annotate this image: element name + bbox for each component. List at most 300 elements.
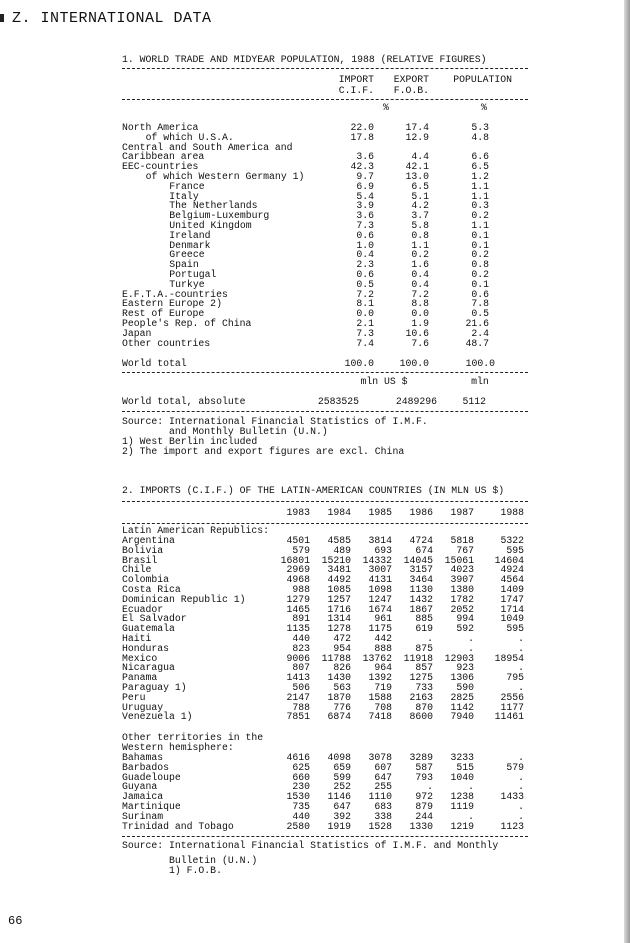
row-label: United Kingdom [169, 220, 252, 231]
cell-value: 14045 [403, 554, 433, 566]
cell-value: 6.5 [471, 161, 489, 173]
cell-value: 8.1 [356, 298, 374, 310]
cell-value: 1177 [500, 701, 524, 713]
cell-value: 48.7 [465, 337, 489, 349]
cell-value: 3289 [409, 752, 433, 763]
cell-value: 3907 [450, 574, 474, 586]
cell-value: 788 [292, 701, 310, 713]
cell-value: 4023 [450, 564, 474, 576]
cell-value: 0.8 [471, 259, 489, 271]
cell-value: 2147 [286, 691, 310, 703]
cell-value: 0.1 [471, 239, 489, 251]
cell-value: 0.0 [356, 308, 374, 320]
cell-value: 2.3 [356, 259, 374, 271]
row-label: Bolivia [122, 544, 164, 556]
cell-value: 579 [292, 544, 310, 556]
cell-value: 1588 [368, 691, 392, 703]
cell-value: 7851 [286, 711, 310, 723]
cell-value: 964 [374, 662, 392, 674]
cell-value: 8600 [409, 711, 433, 723]
cell-value: 4492 [327, 574, 351, 586]
cell-value: 440 [292, 633, 310, 644]
row-label: Argentina [122, 535, 175, 546]
cell-value: . [468, 810, 474, 822]
cell-value: 674 [415, 544, 433, 556]
cell-value: 3.6 [356, 210, 374, 222]
margin-mark [0, 14, 4, 22]
row-label: Rest of Europe [122, 308, 205, 320]
cell-value: 1530 [286, 791, 310, 803]
cell-value: 2825 [450, 691, 474, 703]
cell-value: 0.6 [471, 288, 489, 300]
row-label: Portugal [169, 269, 217, 280]
cell-value: 1238 [450, 791, 474, 803]
dashed-rule [122, 411, 528, 412]
row-label: Haiti [122, 633, 152, 644]
cell-value: 879 [415, 801, 433, 812]
cell-value: 13.0 [405, 171, 429, 182]
cell-value: 875 [415, 642, 433, 654]
unit-label: mln US $ [360, 376, 408, 387]
cell-value: 3078 [368, 752, 392, 763]
cell-value: 1.1 [471, 180, 489, 192]
row-label: Uruguay [122, 701, 164, 713]
row-label: France [169, 180, 205, 192]
cell-value: 0.1 [471, 229, 489, 241]
cell-value: 0.2 [471, 269, 489, 280]
cell-value: 5.8 [411, 220, 429, 231]
cell-value: 392 [333, 810, 351, 822]
footnote: 2) The import and export figures are excl. China [122, 446, 405, 457]
cell-value: 795 [506, 672, 524, 684]
cell-value: 0.6 [356, 229, 374, 241]
group-label: Other territories in the [122, 732, 264, 743]
cell-value: 472 [333, 633, 351, 644]
cell-value: 1714 [500, 603, 524, 615]
row-label: North America [122, 122, 199, 133]
cell-value: 1049 [500, 613, 524, 625]
cell-value: . [427, 633, 433, 644]
cell-value: 4131 [368, 574, 392, 586]
row-label: Trinidad and Tobago [122, 820, 234, 832]
row-label: Peru [122, 691, 146, 703]
cell-value: 0.4 [411, 269, 429, 280]
cell-value: 22.0 [350, 122, 374, 133]
row-label: Caribbean area [122, 151, 205, 163]
row-label: Spain [169, 259, 199, 271]
cell-value: 3.6 [356, 151, 374, 163]
cell-value: 1432 [409, 593, 433, 605]
row-label: of which U.S.A. [145, 131, 234, 143]
cell-value: 11788 [321, 652, 351, 664]
cell-value: 5322 [500, 535, 524, 546]
cell-value: 4924 [500, 564, 524, 576]
cell-value: 1146 [327, 791, 351, 803]
cell-value: 1130 [409, 584, 433, 595]
table-title: 2. IMPORTS (C.I.F.) OF THE LATIN-AMERICAN COUNTRIES (IN MLN US $) [122, 485, 505, 496]
cell-value: 994 [456, 613, 474, 625]
row-label: Denmark [169, 239, 211, 251]
page-edge-shadow [624, 0, 630, 943]
cell-value: 17.4 [405, 122, 429, 133]
cell-value: 0.2 [471, 210, 489, 222]
cell-value: 4098 [327, 752, 351, 763]
cell-value: 0.5 [356, 278, 374, 290]
cell-value: . [427, 781, 433, 793]
cell-value: 563 [333, 682, 351, 693]
cell-value: 230 [292, 781, 310, 793]
row-label: Barbados [122, 761, 170, 773]
cell-value: 3464 [409, 574, 433, 586]
cell-value: 683 [374, 801, 392, 812]
cell-value: 244 [415, 810, 433, 822]
cell-value: 3.9 [356, 200, 374, 212]
row-label: Belgium-Luxemburg [169, 210, 270, 222]
footnote: Bulletin (U.N.) [122, 855, 258, 866]
cell-value: 489 [333, 544, 351, 556]
row-label: Guatemala [122, 623, 175, 635]
cell-value: 1430 [327, 672, 351, 684]
row-label: Jamaica [122, 791, 164, 803]
cell-value: 2583525 [317, 396, 359, 407]
row-label: Greece [169, 249, 205, 261]
cell-value: 4585 [327, 535, 351, 546]
row-label: World total [122, 358, 187, 369]
cell-value: 1110 [368, 791, 392, 803]
cell-value: 42.3 [350, 161, 374, 173]
group-label: Latin American Republics: [122, 525, 269, 536]
unit-label: % [383, 102, 389, 113]
cell-value: 1.1 [471, 190, 489, 202]
cell-value: 1413 [286, 672, 310, 684]
cell-value: 100.0 [344, 358, 374, 369]
cell-value: 599 [333, 771, 351, 783]
row-label: Colombia [122, 574, 170, 586]
cell-value: 5818 [450, 535, 474, 546]
row-label: Guadeloupe [122, 771, 181, 783]
cell-value: 3233 [450, 752, 474, 763]
cell-value: . [518, 633, 524, 644]
cell-value: 4.2 [411, 200, 429, 212]
cell-value: 1433 [500, 791, 524, 803]
cell-value: 1.0 [356, 239, 374, 251]
cell-value: 1.1 [471, 220, 489, 231]
table-title: 1. WORLD TRADE AND MIDYEAR POPULATION, 1988 (RELATIVE FIGURES) [122, 54, 487, 65]
cell-value: . [518, 682, 524, 693]
row-label: Costa Rica [122, 584, 181, 595]
unit-label: % [481, 102, 487, 113]
cell-value: 2.4 [471, 327, 489, 339]
cell-value: 5112 [462, 396, 486, 407]
cell-value: 5.4 [356, 190, 374, 202]
cell-value: 10.6 [405, 327, 429, 339]
cell-value: 1247 [368, 593, 392, 605]
cell-value: 972 [415, 791, 433, 803]
column-header-sub: F.O.B. [393, 85, 429, 96]
cell-value: 807 [292, 662, 310, 674]
cell-value: 1135 [286, 623, 310, 635]
cell-value: 1867 [409, 603, 433, 615]
cell-value: 823 [292, 642, 310, 654]
cell-value: 0.1 [471, 278, 489, 290]
cell-value: 3157 [409, 564, 433, 576]
cell-value: 4.8 [471, 131, 489, 143]
cell-value: 590 [456, 682, 474, 693]
cell-value: 857 [415, 662, 433, 674]
cell-value: 21.6 [465, 318, 489, 329]
cell-value: 1175 [368, 623, 392, 635]
cell-value: 1674 [368, 603, 392, 615]
row-label: E.F.T.A.-countries [122, 288, 228, 300]
cell-value: 1279 [286, 593, 310, 605]
cell-value: 776 [333, 701, 351, 713]
cell-value: 1330 [409, 820, 433, 832]
row-label: EEC-countries [122, 161, 199, 173]
cell-value: 12.9 [405, 131, 429, 143]
cell-value: 1040 [450, 771, 474, 783]
row-label: Chile [122, 564, 152, 576]
year-header: 1984 [327, 507, 351, 518]
cell-value: 1409 [500, 584, 524, 595]
cell-value: 338 [374, 810, 392, 822]
cell-value: 660 [292, 771, 310, 783]
cell-value: 1919 [327, 820, 351, 832]
cell-value: 7.4 [356, 337, 374, 349]
year-header: 1983 [286, 507, 310, 518]
cell-value: 1716 [327, 603, 351, 615]
dashed-rule [122, 68, 528, 69]
cell-value: 7.8 [471, 298, 489, 310]
cell-value: 1.2 [471, 171, 489, 182]
cell-value: 4501 [286, 535, 310, 546]
cell-value: 0.3 [471, 200, 489, 212]
cell-value: 595 [506, 544, 524, 556]
cell-value: 1870 [327, 691, 351, 703]
row-label: Brasil [122, 554, 158, 566]
cell-value: 693 [374, 544, 392, 556]
cell-value: 1123 [500, 820, 524, 832]
cell-value: 252 [333, 781, 351, 793]
cell-value: 3007 [368, 564, 392, 576]
cell-value: 13762 [362, 652, 392, 664]
cell-value: 1314 [327, 613, 351, 625]
column-header: EXPORT [393, 74, 429, 85]
cell-value: 9006 [286, 652, 310, 664]
cell-value: 954 [333, 642, 351, 654]
cell-value: 2052 [450, 603, 474, 615]
footnote: 1) West Berlin included [122, 436, 258, 447]
cell-value: 2.1 [356, 318, 374, 329]
row-label: Martinique [122, 801, 181, 812]
footnote: 1) F.O.B. [122, 865, 222, 876]
row-label: Panama [122, 672, 158, 684]
cell-value: 15210 [321, 554, 351, 566]
cell-value: 6874 [327, 711, 351, 723]
cell-value: 826 [333, 662, 351, 674]
cell-value: 587 [415, 761, 433, 773]
cell-value: 1142 [450, 701, 474, 713]
cell-value: 0.5 [471, 308, 489, 320]
cell-value: 7.3 [356, 220, 374, 231]
row-label: Paraguay 1) [122, 682, 187, 693]
cell-value: 708 [374, 701, 392, 713]
cell-value: 7.6 [411, 337, 429, 349]
cell-value: 100.0 [465, 358, 495, 369]
year-header: 1986 [409, 507, 433, 518]
cell-value: 1098 [368, 584, 392, 595]
row-label: Ecuador [122, 603, 164, 615]
cell-value: 2969 [286, 564, 310, 576]
row-label: of which Western Germany 1) [145, 171, 305, 182]
cell-value: 1465 [286, 603, 310, 615]
cell-value: 891 [292, 613, 310, 625]
cell-value: 1.1 [411, 239, 429, 251]
cell-value: 1380 [450, 584, 474, 595]
dashed-rule [122, 99, 528, 100]
dashed-rule [122, 501, 528, 502]
row-label: Eastern Europe 2) [122, 298, 222, 310]
cell-value: 42.1 [405, 161, 429, 173]
cell-value: 767 [456, 544, 474, 556]
cell-value: 1747 [500, 593, 524, 605]
cell-value: 1219 [450, 820, 474, 832]
cell-value: 1.6 [411, 259, 429, 271]
cell-value: 18954 [494, 652, 524, 664]
cell-value: 1392 [368, 672, 392, 684]
cell-value: 2163 [409, 691, 433, 703]
cell-value: 735 [292, 801, 310, 812]
cell-value: 7940 [450, 711, 474, 723]
cell-value: 6.6 [471, 151, 489, 163]
cell-value: 8.8 [411, 298, 429, 310]
row-label: Nicaragua [122, 662, 175, 674]
cell-value: 4968 [286, 574, 310, 586]
cell-value: 923 [456, 662, 474, 674]
row-label: Other countries [122, 337, 211, 349]
cell-value: 506 [292, 682, 310, 693]
cell-value: 0.2 [471, 249, 489, 261]
cell-value: 885 [415, 613, 433, 625]
dashed-rule [122, 372, 528, 373]
cell-value: 719 [374, 682, 392, 693]
cell-value: 7.3 [356, 327, 374, 339]
page-number: 66 [8, 914, 23, 928]
cell-value: 16801 [280, 554, 310, 566]
cell-value: 14332 [362, 554, 392, 566]
row-label: Dominican Republic 1) [122, 593, 246, 605]
cell-value: 7418 [368, 711, 392, 723]
cell-value: 1257 [327, 593, 351, 605]
cell-value: 1275 [409, 672, 433, 684]
cell-value: 0.0 [411, 308, 429, 320]
row-label: Central and South America and [122, 141, 293, 153]
cell-value: . [468, 633, 474, 644]
cell-value: . [518, 662, 524, 674]
row-label: Ireland [169, 229, 211, 241]
cell-value: 3481 [327, 564, 351, 576]
cell-value: 1085 [327, 584, 351, 595]
cell-value: 1306 [450, 672, 474, 684]
cell-value: 6.9 [356, 180, 374, 192]
cell-value: 440 [292, 810, 310, 822]
cell-value: 647 [374, 771, 392, 783]
group-label: Western hemisphere: [122, 741, 234, 753]
row-label: Japan [122, 327, 152, 339]
cell-value: 0.4 [411, 278, 429, 290]
cell-value: 255 [374, 781, 392, 793]
cell-value: . [518, 801, 524, 812]
row-label: Italy [169, 190, 199, 202]
cell-value: . [518, 781, 524, 793]
cell-value: 595 [506, 623, 524, 635]
cell-value: 1119 [450, 801, 474, 812]
cell-value: 1528 [368, 820, 392, 832]
unit-label: mln [471, 376, 489, 387]
row-label: World total, absolute [122, 396, 246, 407]
cell-value: 592 [456, 623, 474, 635]
cell-value: 5.3 [471, 122, 489, 133]
cell-value: 12903 [444, 652, 474, 664]
cell-value: 5.1 [411, 190, 429, 202]
row-label: Venezuela 1) [122, 711, 193, 723]
row-label: People's Rep. of China [122, 318, 252, 329]
cell-value: . [518, 810, 524, 822]
cell-value: 0.6 [356, 269, 374, 280]
cell-value: 0.2 [411, 249, 429, 261]
cell-value: 888 [374, 642, 392, 654]
row-label: Guyana [122, 781, 158, 793]
footnote: Source: International Financial Statistics of I.M.F. [122, 416, 428, 427]
cell-value: 619 [415, 623, 433, 635]
cell-value: 4724 [409, 535, 433, 546]
cell-value: 647 [333, 801, 351, 812]
cell-value: 2580 [286, 820, 310, 832]
row-label: Surinam [122, 810, 164, 822]
cell-value: 2489296 [395, 396, 437, 407]
year-header: 1987 [450, 507, 474, 518]
row-label: El Salvador [122, 613, 187, 625]
cell-value: 870 [415, 701, 433, 713]
cell-value: 515 [456, 761, 474, 773]
cell-value: 17.8 [350, 131, 374, 143]
column-header: IMPORT [338, 74, 374, 85]
cell-value: . [518, 771, 524, 783]
cell-value: 579 [506, 761, 524, 773]
cell-value: 11918 [403, 652, 433, 664]
page-heading: Z. INTERNATIONAL DATA [12, 10, 212, 27]
column-header-sub: C.I.F. [338, 85, 374, 96]
cell-value: 733 [415, 682, 433, 693]
cell-value: 7.2 [356, 288, 374, 300]
cell-value: . [518, 752, 524, 763]
cell-value: 1782 [450, 593, 474, 605]
cell-value: . [468, 642, 474, 654]
cell-value: 961 [374, 613, 392, 625]
footnote: and Monthly Bulletin (U.N.) [122, 426, 328, 437]
cell-value: 6.5 [411, 180, 429, 192]
column-header: POPULATION [453, 74, 512, 85]
row-label: Mexico [122, 652, 158, 664]
row-label: Honduras [122, 642, 170, 654]
row-label: Turkye [169, 278, 205, 290]
cell-value: 9.7 [356, 171, 374, 182]
cell-value: 7.2 [411, 288, 429, 300]
cell-value: 625 [292, 761, 310, 773]
cell-value: 1.9 [411, 318, 429, 329]
cell-value: . [468, 781, 474, 793]
cell-value: 4.4 [411, 151, 429, 163]
cell-value: 607 [374, 761, 392, 773]
